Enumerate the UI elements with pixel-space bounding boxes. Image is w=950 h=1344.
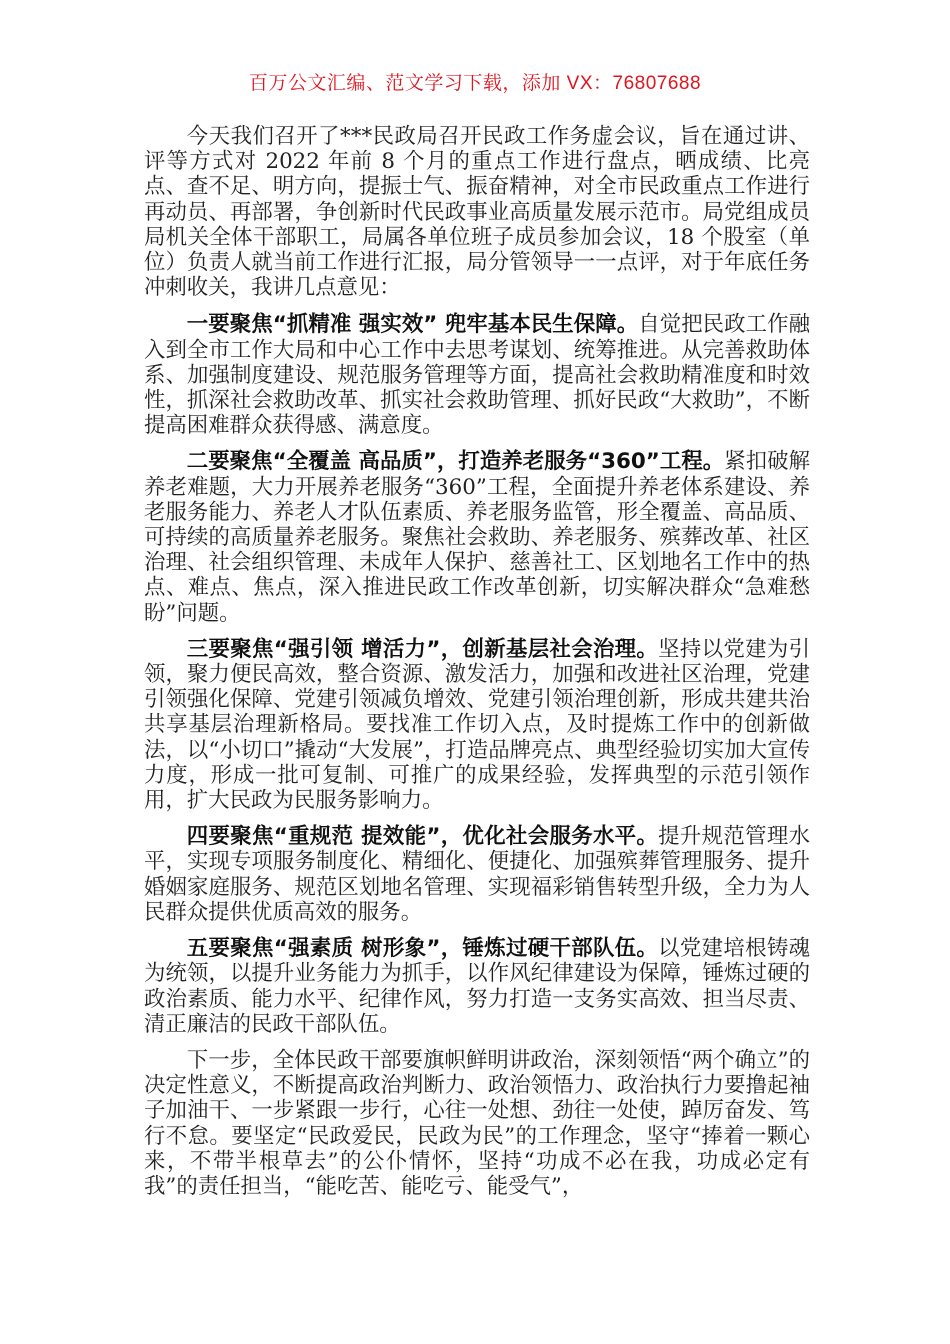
point-text-4: 提升规范管理水平，实现专项服务制度化、精细化、便捷化、加强殡葬管理服务、提升婚姻家庭服务、规范区划地名管理、实现福彩销售转型升级，全力为人民群众提供优质高效的服务。 — [144, 824, 810, 925]
closing-paragraph: 下一步，全体民政干部要旗帜鲜明讲政治，深刻领悟“两个确立”的决定性意义，不断提高政治判断力、政治领悟力、政治执行力要撸起袖子加油干、一步紧跟一步行，心往一处想、劲往一处使，踔厉奋发、笃行不怠。要坚定“民政爱民，民政为民”的工作理念，坚守“捧着一颗心来，不带半根草去”的公仆情怀，坚持“功成不必在我，功成必定有我”的责任担当，“能吃苦、能吃亏、能受气”， — [144, 1047, 810, 1199]
point-paragraph-1 — [144, 312, 810, 438]
document-body — [144, 124, 810, 1210]
point-heading-1: 一要聚焦“抓精准 强实效” 兜牢基本民生保障。 — [186, 312, 639, 338]
promo-banner: 百万公文汇编、范文学习下载，添加 VX：76807688 — [248, 73, 702, 94]
point-paragraph-3 — [144, 637, 810, 813]
point-paragraph-2 — [144, 449, 810, 625]
point-text-5: 以党建培根铸魂为统领，以提升业务能力为抓手，以作风纪律建设为保障，锤炼过硬的政治素质、能力水平、纪律作风，努力打造一支务实高效、担当尽责、清正廉洁的民政干部队伍。 — [144, 936, 810, 1037]
point-paragraph-4 — [144, 824, 810, 925]
point-text-3: 坚持以党建为引领，聚力便民高效，整合资源、激发活力，加强和改进社区治理，党建引领强化保障、党建引领减负增效、党建引领治理创新，形成共建共治共享基层治理新格局。要找准工作切入点，及时提炼工作中的创新做法，以“小切口”撬动“大发展”，打造品牌亮点、典型经验切实加大宣传力度，形成一批可复制、可推广的成果经验，发挥典型的示范引领作用，扩大民政为民服务影响力。 — [144, 636, 810, 814]
point-heading-4: 四要聚焦“重规范 提效能”，优化社会服务水平。 — [186, 824, 659, 850]
point-heading-5: 五要聚焦“强素质 树形象”，锤炼过硬干部队伍。 — [186, 936, 659, 962]
point-text-1: 自觉把民政工作融入到全市工作大局和中心工作中去思考谋划、统筹推进。从完善救助体系、加强制度建设、规范服务管理等方面，提高社会救助精准度和时效性，抓深社会救助改革、抓实社会救助管理、抓好民政“大救助”，不断提高困难群众获得感、满意度。 — [144, 312, 810, 439]
point-heading-3: 三要聚焦“强引领 增活力”，创新基层社会治理。 — [186, 636, 659, 662]
intro-paragraph: 今天我们召开了***民政局召开民政工作务虚会议，旨在通过讲、评等方式对 2022 年前 8 个月的重点工作进行盘点，晒成绩、比亮点、查不足、明方向，提振士气、振奋精神，对全市民政重点工作进行再动员、再部署，争创新时代民政事业高质量发展示范市。局党组成员局机关全体干部职工，局属各单位班子成员参加会议，18 个股室（单位）负责人就当前工作进行汇报，局分管领导一一点评，对于年底任务冲刺收关，我讲几点意见： — [144, 124, 810, 301]
point-text-2: 紧扣破解养老难题，大力开展养老服务“360”工程，全面提升养老体系建设、养老服务能力、养老人才队伍素质、养老服务监管，形全覆盖、高品质、可持续的高质量养老服务。聚焦社会救助、养老服务、殡葬改革、社区治理、社会组织管理、未成年人保护、慈善社工、区划地名工作中的热点、难点、焦点，深入推进民政工作改革创新，切实解决群众“急难愁盼”问题。 — [144, 449, 810, 626]
point-paragraph-5 — [144, 936, 810, 1037]
point-heading-2: 二要聚焦“全覆盖 高品质”，打造养老服务“360”工程。 — [186, 449, 725, 475]
